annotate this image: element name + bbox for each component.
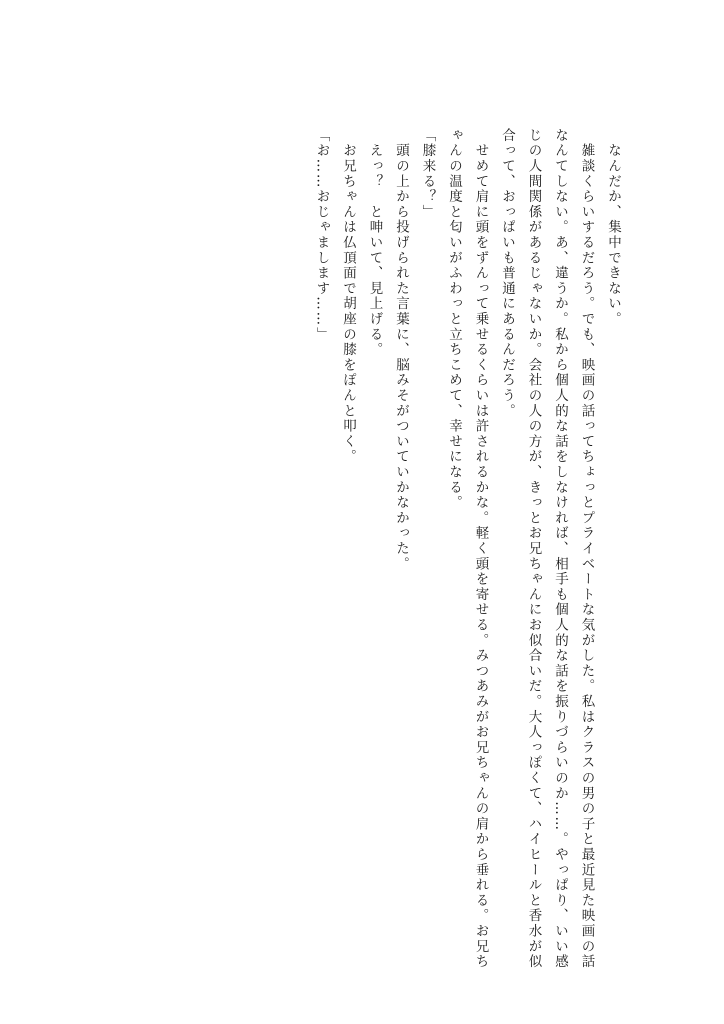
text-line: 合って、おっぱいも普通にあるんだろう。 [499, 128, 515, 419]
text-line: 「膝来る？」 [419, 128, 436, 220]
text-line: なんてしない。あ、違うか。私から個人的な話をしなければ、相手も個人的な話を振りづらいのか……。やっぱり、いい感 [552, 128, 568, 970]
text-line: 「お……おじゃまします……」 [313, 128, 330, 343]
text-line: お兄ちゃんは仏頂面で胡座の膝をぽんと叩く。 [340, 128, 356, 465]
text-line: えっ？ と呻いて、見上げる。 [366, 128, 383, 358]
text-line: なんだか、集中できない。 [605, 128, 621, 327]
text-line: ゃんの温度と匂いがふわっと立ちこめて、幸せになる。 [446, 128, 462, 511]
text-line: せめて肩に頭をずんって乗せるくらいは許されるかな。軽く頭を寄せる。みつあみがお兄ちゃんの肩から垂れる。お兄ち [472, 128, 489, 970]
text-line: じの人間関係があるじゃないか。会社の人の方が、きっとお兄ちゃんにお似合いだ。大人っぽくて、ハイヒールと香水が似 [525, 128, 542, 970]
vertical-text-body [308, 128, 626, 970]
text-line: 雑談くらいするだろう。でも、映画の話ってちょっとプライベートな気がした。私はクラスの男の子と最近見た映画の話 [578, 128, 595, 970]
text-line: 頭の上から投げられた言葉に、脳みそがついていかなかった。 [393, 128, 409, 572]
